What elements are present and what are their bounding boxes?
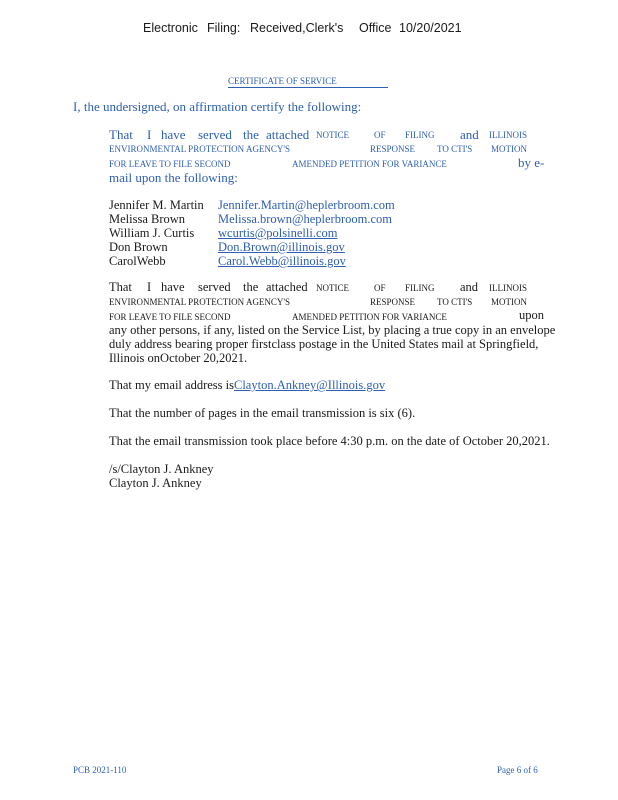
p1-and: and <box>460 127 479 142</box>
p2-line: duly address bearing proper firstclass postage in the United States mail at Springfield, <box>109 337 539 351</box>
p1-word: the <box>243 127 259 142</box>
time-line: That the email transmission took place before 4:30 p.m. on the date of October 20,2021. <box>109 434 550 448</box>
p2-leave: FOR LEAVE TO FILE SECOND <box>109 312 231 322</box>
p2-word: have <box>161 280 185 294</box>
contact-name: Melissa Brown <box>109 212 186 226</box>
certificate-title: CERTIFICATE OF SERVICE <box>228 76 388 88</box>
signature-name: Clayton J. Ankney <box>109 476 202 490</box>
p1-motion: MOTION <box>491 144 527 154</box>
p2-epa: ENVIRONMENTAL PROTECTION AGENCY'S <box>109 297 291 307</box>
p1-tail: mail upon the following: <box>109 170 238 185</box>
header-date: 10/20/2021 <box>399 21 462 35</box>
contact-email-link[interactable]: Don.Brown@illinois.gov <box>218 240 345 254</box>
p2-amended: AMENDED PETITION FOR VARIANCE <box>292 312 447 322</box>
p1-to-ctis: TO CTI'S <box>437 144 473 154</box>
p2-line: any other persons, if any, listed on the Service List, by placing a true copy in an envelope <box>109 323 556 337</box>
p1-word: That <box>109 127 133 142</box>
footer-page-number: Page 6 of 6 <box>497 765 538 775</box>
p2-word: the <box>243 280 259 294</box>
p2-and: and <box>460 280 479 294</box>
p2-word: attached <box>266 280 308 294</box>
p1-word: attached <box>266 127 310 142</box>
contact-email-link[interactable]: wcurtis@polsinelli.com <box>218 226 338 240</box>
p2-notice: NOTICE <box>316 283 349 293</box>
header-received: Received,Clerk's <box>250 21 344 35</box>
contact-email[interactable]: Melissa.brown@heplerbroom.com <box>218 212 392 226</box>
contact-name: Jennifer M. Martin <box>109 198 204 212</box>
p1-filing: FILING <box>405 130 435 140</box>
email-address-line <box>109 378 385 393</box>
p1-of: OF <box>374 130 386 140</box>
p1-notice: NOTICE <box>316 130 349 140</box>
p2-word: That <box>109 280 132 294</box>
header-electronic: Electronic <box>143 21 198 35</box>
header-filing: Filing: <box>207 21 241 35</box>
p2-to-ctis: TO CTI'S <box>437 297 473 307</box>
pages-line: That the number of pages in the email transmission is six (6). <box>109 406 416 420</box>
p1-epa: ENVIRONMENTAL PROTECTION AGENCY'S <box>109 144 291 154</box>
p1-word: I <box>147 127 152 142</box>
p2-illinois: ILLINOIS <box>489 283 527 293</box>
p1-amended: AMENDED PETITION FOR VARIANCE <box>292 159 447 169</box>
p2-motion: MOTION <box>491 297 527 307</box>
header-office: Office <box>359 21 392 35</box>
p1-by-e: by e- <box>518 155 545 170</box>
intro-line: I, the undersigned, on affirmation certify the following: <box>73 99 362 114</box>
sender-email-link[interactable]: Clayton.Ankney@Illinois.gov <box>233 378 386 392</box>
p1-word: have <box>161 127 186 142</box>
signature-s: /s/Clayton J. Ankney <box>109 462 214 476</box>
p2-word: I <box>147 280 152 294</box>
contact-name: William J. Curtis <box>109 226 195 240</box>
contact-name: CarolWebb <box>109 254 166 268</box>
email-prefix: That my email address is <box>109 378 234 392</box>
footer-case-number: PCB 2021-110 <box>73 765 127 775</box>
p1-word: served <box>198 127 232 142</box>
contact-email-link[interactable]: Carol.Webb@illinois.gov <box>218 254 346 268</box>
p2-filing: FILING <box>405 283 435 293</box>
p1-illinois: ILLINOIS <box>489 130 527 140</box>
p2-line: Illinois onOctober 20,2021. <box>109 351 248 365</box>
p2-of: OF <box>374 283 386 293</box>
p1-response: RESPONSE <box>370 144 416 154</box>
p2-word: served <box>198 280 231 294</box>
contact-name: Don Brown <box>109 240 168 254</box>
p2-upon: upon <box>519 308 544 322</box>
p2-response: RESPONSE <box>370 297 416 307</box>
p1-leave: FOR LEAVE TO FILE SECOND <box>109 159 231 169</box>
contact-email[interactable]: Jennifer.Martin@heplerbroom.com <box>218 198 395 212</box>
